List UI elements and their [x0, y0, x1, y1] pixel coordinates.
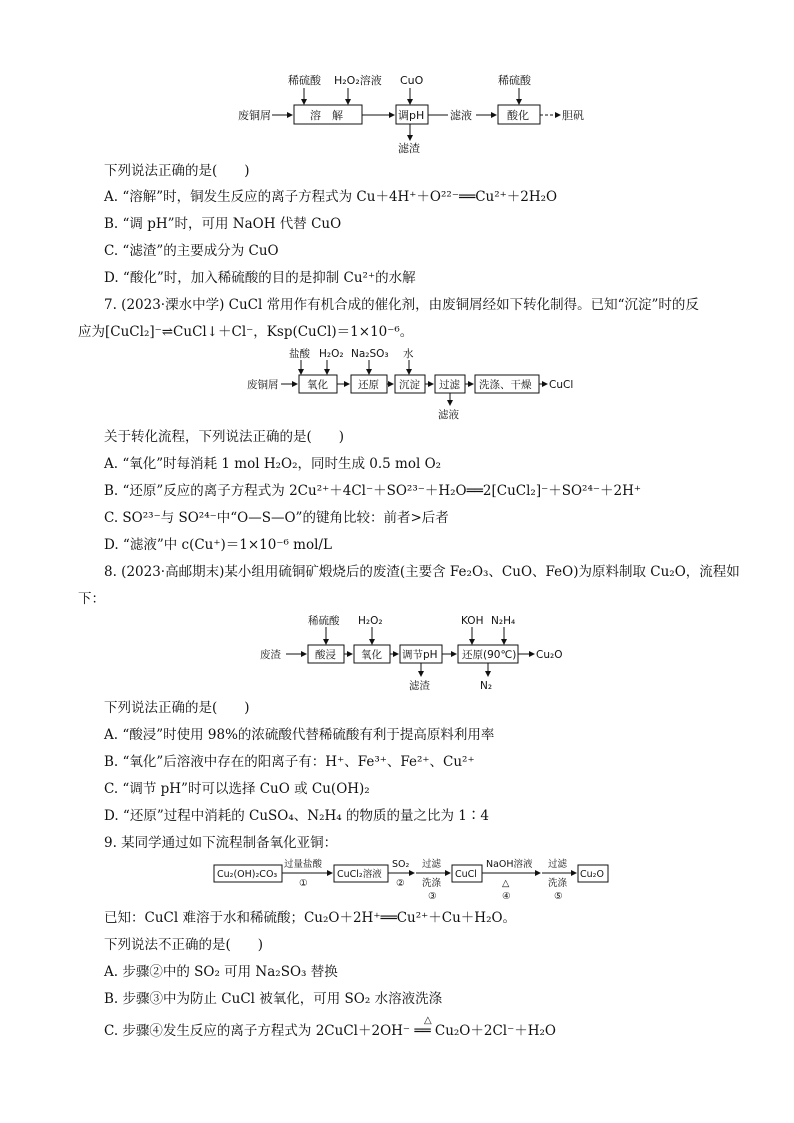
q6-option-d: D. “酸化”时，加入稀硫酸的目的是抑制 Cu²⁺的水解 — [104, 270, 416, 286]
flow2-box-precipitate: 沉淀 — [399, 379, 420, 391]
q7-option-a: A. “氧化”时每消耗 1 mol H₂O₂，同时生成 0.5 mol O₂ — [104, 456, 442, 472]
q7-option-d: D. “滤液”中 c(Cu⁺)＝1×10⁻⁶ mol/L — [104, 537, 332, 553]
q8-option-c: C. “调节 pH”时可以选择 CuO 或 Cu(OH)₂ — [104, 781, 370, 797]
q7-stem: 关于转化流程，下列说法正确的是( ) — [104, 429, 345, 445]
flow3-reagent-n2h4: N₂H₄ — [491, 615, 516, 627]
q7-line2: 应为[CuCl₂]⁻⇌CuCl↓＋Cl⁻，Ksp(CuCl)＝1×10⁻⁶。 — [78, 324, 414, 340]
flow3-reagent-koh: KOH — [461, 615, 484, 627]
flow2-end: CuCl — [549, 379, 574, 391]
flow1-reagent-3: CuO — [400, 74, 424, 87]
flow1-residue: 滤渣 — [398, 142, 420, 155]
q7-line1: 7. (2023·溧水中学) CuCl 常用作有机合成的催化剂，由废铜屑经如下转化制得。已知“沉淀”时的反 — [104, 297, 699, 313]
flow4-below-5: 洗涤 — [548, 878, 568, 889]
flow1-reagent-1: 稀硫酸 — [288, 74, 321, 87]
flow2-reagent-h2o2: H₂O₂ — [319, 348, 344, 360]
flow-diagram-1 — [230, 72, 600, 158]
flow3-n2: N₂ — [480, 680, 493, 692]
flow2-box-oxidize: 氧化 — [307, 379, 328, 391]
flow4-below2-5: ⑤ — [554, 891, 563, 902]
flow3-box-reduce: 还原(90℃) — [462, 649, 517, 661]
flow4-above-2: SO₂ — [392, 859, 410, 870]
flow4-box-3: CuCl — [455, 869, 477, 880]
flow2-reagent-hcl: 盐酸 — [289, 348, 310, 360]
flow2-box-filter: 过滤 — [439, 379, 460, 391]
q8-stem: 下列说法正确的是( ) — [104, 700, 250, 716]
q9-stem: 下列说法不正确的是( ) — [104, 937, 264, 953]
q8-line2: 下： — [78, 591, 105, 607]
flow4-box-2: CuCl₂溶液 — [337, 869, 382, 880]
flow2-reagent-na2so3: Na₂SO₃ — [351, 348, 389, 360]
flow-diagram-3 — [258, 612, 598, 694]
flow1-filtrate: 滤液 — [450, 109, 472, 122]
flow4-box-1: Cu₂(OH)₂CO₃ — [217, 869, 278, 880]
flow4-above-1: 过量盐酸 — [284, 859, 323, 870]
flow1-box-ph: 调pH — [398, 109, 425, 122]
flow3-box-ph: 调节pH — [402, 649, 438, 661]
flow3-reagent-h2so4: 稀硫酸 — [308, 615, 340, 627]
flow-diagram-4 — [212, 855, 612, 905]
flow4-below-3: 洗涤 — [422, 878, 442, 889]
flow4-box-4: Cu₂O — [580, 869, 604, 880]
flow2-box-reduce: 还原 — [358, 379, 379, 391]
q9-known: 已知：CuCl 难溶于水和稀硫酸；Cu₂O＋2H⁺══Cu²⁺＋Cu＋H₂O。 — [104, 910, 517, 926]
flow1-box-acidify: 酸化 — [507, 109, 529, 122]
q7-option-c: C. SO²³⁻与 SO²⁴⁻中“O—S—O”的键角比较：前者>后者 — [104, 510, 449, 526]
q8-option-a: A. “酸浸”时使用 98%的浓硫酸代替稀硫酸有利于提高原料利用率 — [104, 727, 495, 743]
flow2-filtrate: 滤液 — [438, 409, 459, 421]
q6-stem: 下列说法正确的是( ) — [104, 163, 250, 179]
q8-option-b: B. “氧化”后溶液中存在的阳离子有：H⁺、Fe³⁺、Fe²⁺、Cu²⁺ — [104, 754, 475, 770]
flow3-end: Cu₂O — [536, 649, 563, 661]
q6-option-c: C. “滤渣”的主要成分为 CuO — [104, 243, 279, 259]
flow1-reagent-2: H₂O₂溶液 — [334, 74, 382, 87]
q9-option-a: A. 步骤②中的 SO₂ 可用 Na₂SO₃ 替换 — [104, 964, 338, 980]
flow1-end: 胆矾 — [562, 109, 584, 122]
q9-option-b: B. 步骤③中为防止 CuCl 被氧化，可用 SO₂ 水溶液洗涤 — [104, 991, 443, 1007]
flow-diagram-2 — [245, 345, 585, 423]
flow1-reagent-4: 稀硫酸 — [498, 74, 531, 87]
flow4-below2-4: ④ — [502, 891, 511, 902]
flow4-above-4: NaOH溶液 — [486, 859, 533, 870]
q9-heat-condition: △ — [424, 1015, 432, 1026]
flow3-residue: 滤渣 — [409, 680, 430, 692]
flow4-below-4: △ — [502, 878, 510, 889]
flow4-below-2: ② — [396, 878, 405, 889]
q6-option-b: B. “调 pH”时，可用 NaOH 代替 CuO — [104, 216, 342, 232]
flow3-reagent-h2o2: H₂O₂ — [358, 615, 383, 627]
q9-option-c: C. 步骤④发生反应的离子方程式为 2CuCl＋2OH⁻ ══ Cu₂O＋2Cl⁻＋H₂O — [104, 1023, 556, 1039]
flow4-above-3: 过滤 — [422, 859, 442, 870]
q7-option-b: B. “还原”反应的离子方程式为 2Cu²⁺＋4Cl⁻＋SO²³⁻＋H₂O══2[CuCl₂]⁻＋SO²⁴⁻＋2H⁺ — [104, 483, 641, 499]
q6-option-a: A. “溶解”时，铜发生反应的离子方程式为 Cu＋4H⁺＋O²²⁻══Cu²⁺＋2H₂O — [104, 189, 558, 205]
flow3-box-oxidize: 氧化 — [361, 649, 382, 661]
flow4-above-5: 过滤 — [548, 859, 568, 870]
flow2-start: 废铜屑 — [247, 379, 279, 391]
q8-line1: 8. (2023·高邮期末)某小组用硫铜矿煅烧后的废渣(主要含 Fe₂O₃、CuO、FeO)为原料制取 Cu₂O，流程如 — [104, 564, 740, 580]
flow1-box-dissolve: 溶 解 — [310, 109, 343, 122]
q9-line1: 9. 某同学通过如下流程制备氧化亚铜： — [104, 835, 338, 851]
flow2-reagent-water: 水 — [403, 348, 414, 360]
q8-option-d: D. “还原”过程中消耗的 CuSO₄、N₂H₄ 的物质的量之比为 1∶4 — [104, 808, 489, 824]
flow4-below2-3: ③ — [428, 891, 437, 902]
flow3-start: 废渣 — [260, 649, 281, 661]
flow4-below-1: ① — [299, 878, 308, 889]
flow1-start: 废铜屑 — [238, 109, 271, 122]
flow3-box-leach: 酸浸 — [315, 649, 336, 661]
flow2-box-wash: 洗涤、干燥 — [479, 379, 532, 391]
